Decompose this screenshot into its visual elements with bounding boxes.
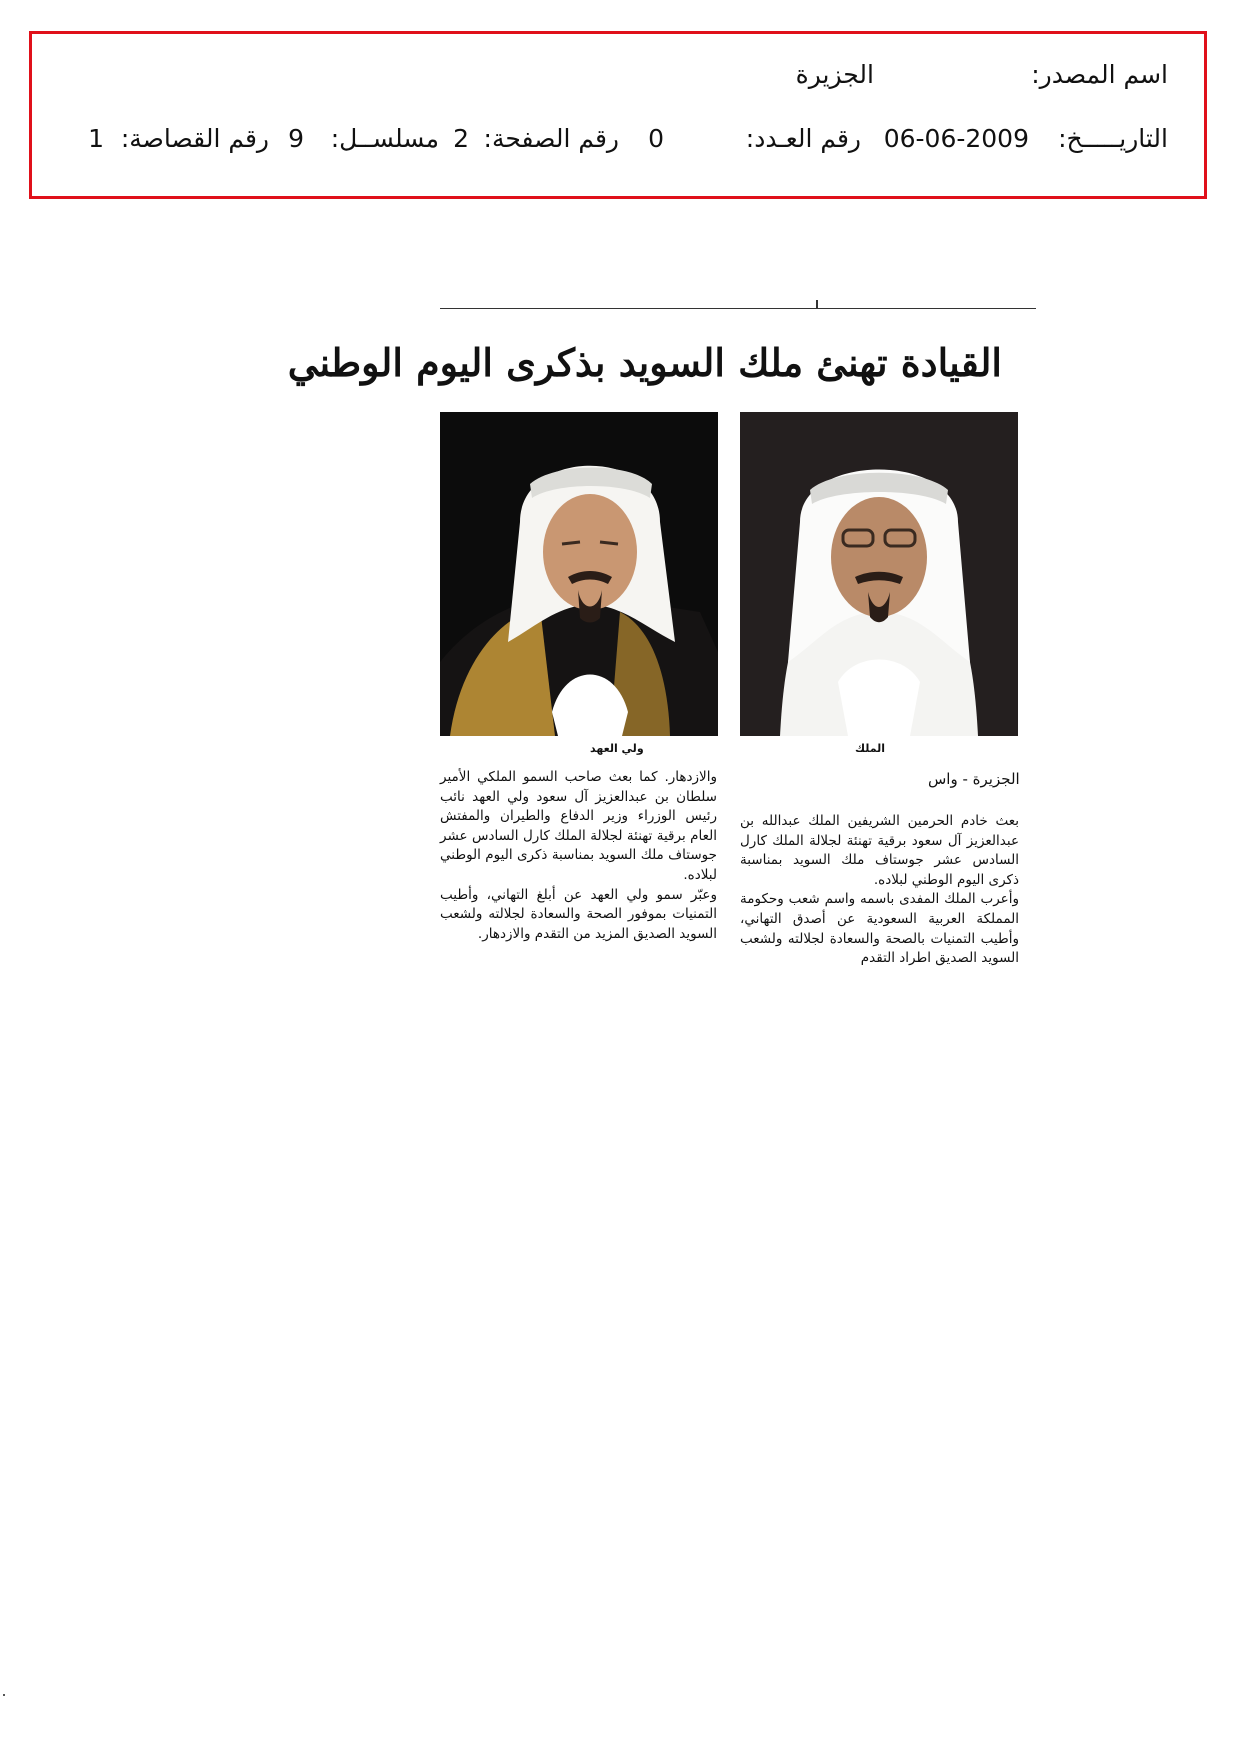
clip-number-label: رقم القصاصة: [120, 124, 269, 153]
serial-label: مسلســل: [330, 124, 439, 153]
page-value: 2 [453, 124, 469, 153]
portrait-king-icon [740, 412, 1018, 736]
date-value: 06-06-2009 [883, 124, 1029, 153]
article-paragraph: وأعرب الملك المفدى باسمه واسم شعب وحكومة المملكة العربية السعودية عن أصدق التهاني، وأطيب التمنيات بالصحة والسعادة لجلالته ولشعب السويد الصديق اطراد التقدم [740, 891, 1019, 967]
article-paragraph: وعبّر سمو ولي العهد عن أبلغ التهاني، وأطيب التمنيات بموفور الصحة والسعادة لجلالته ولشعب السويد الصديق المزيد من التقدم والازدهار. [440, 886, 717, 942]
clip-number-value: 1 [88, 124, 104, 153]
article-headline: القيادة تهنئ ملك السويد بذكرى اليوم الوطني [287, 340, 1002, 385]
portrait-king-photo [740, 412, 1018, 736]
portrait-crown-prince-icon [440, 412, 718, 736]
metadata-row-details [32, 124, 1204, 164]
page-label: رقم الصفحة: [483, 124, 619, 153]
source-label: اسم المصدر: [1031, 60, 1168, 89]
caption-crown-prince: ولي العهد [590, 742, 644, 755]
clipping-rule-tick [816, 300, 818, 309]
article-paragraph: بعث خادم الحرمين الشريفين الملك عبدالله بن عبدالعزيز آل سعود برقية تهنئة لجلالة الملك كارل السادس عشر جوستاف ملك السويد بمناسبة ذكرى اليوم الوطني لبلاده. [740, 813, 1019, 888]
metadata-row-source [32, 60, 1204, 100]
issue-label: رقم العـدد: [745, 124, 861, 153]
clipping-metadata-box [29, 31, 1207, 199]
portrait-crown-prince-photo [440, 412, 718, 736]
article-column-right [740, 812, 1019, 969]
date-label: التاريـــــخ: [1058, 124, 1168, 153]
article-paragraph: والازدهار. كما بعث صاحب السمو الملكي الأمير سلطان بن عبدالعزيز آل سعود ولي العهد نائب رئيس الوزراء وزير الدفاع والطيران والمفتش العام برقية تهنئة لجلالة الملك كارل السادس عشر جوستاف ملك السويد بمناسبة ذكرى اليوم الوطني لبلاده. [440, 769, 717, 883]
serial-value: 9 [288, 124, 304, 153]
caption-king: الملك [855, 742, 886, 755]
issue-value: 0 [648, 124, 664, 153]
article-column-left [440, 768, 717, 944]
scan-speck [3, 1694, 5, 1696]
clipping-top-rule [440, 308, 1036, 309]
article-dateline: الجزيرة - واس [928, 770, 1020, 788]
source-value: الجزيرة [795, 60, 874, 89]
